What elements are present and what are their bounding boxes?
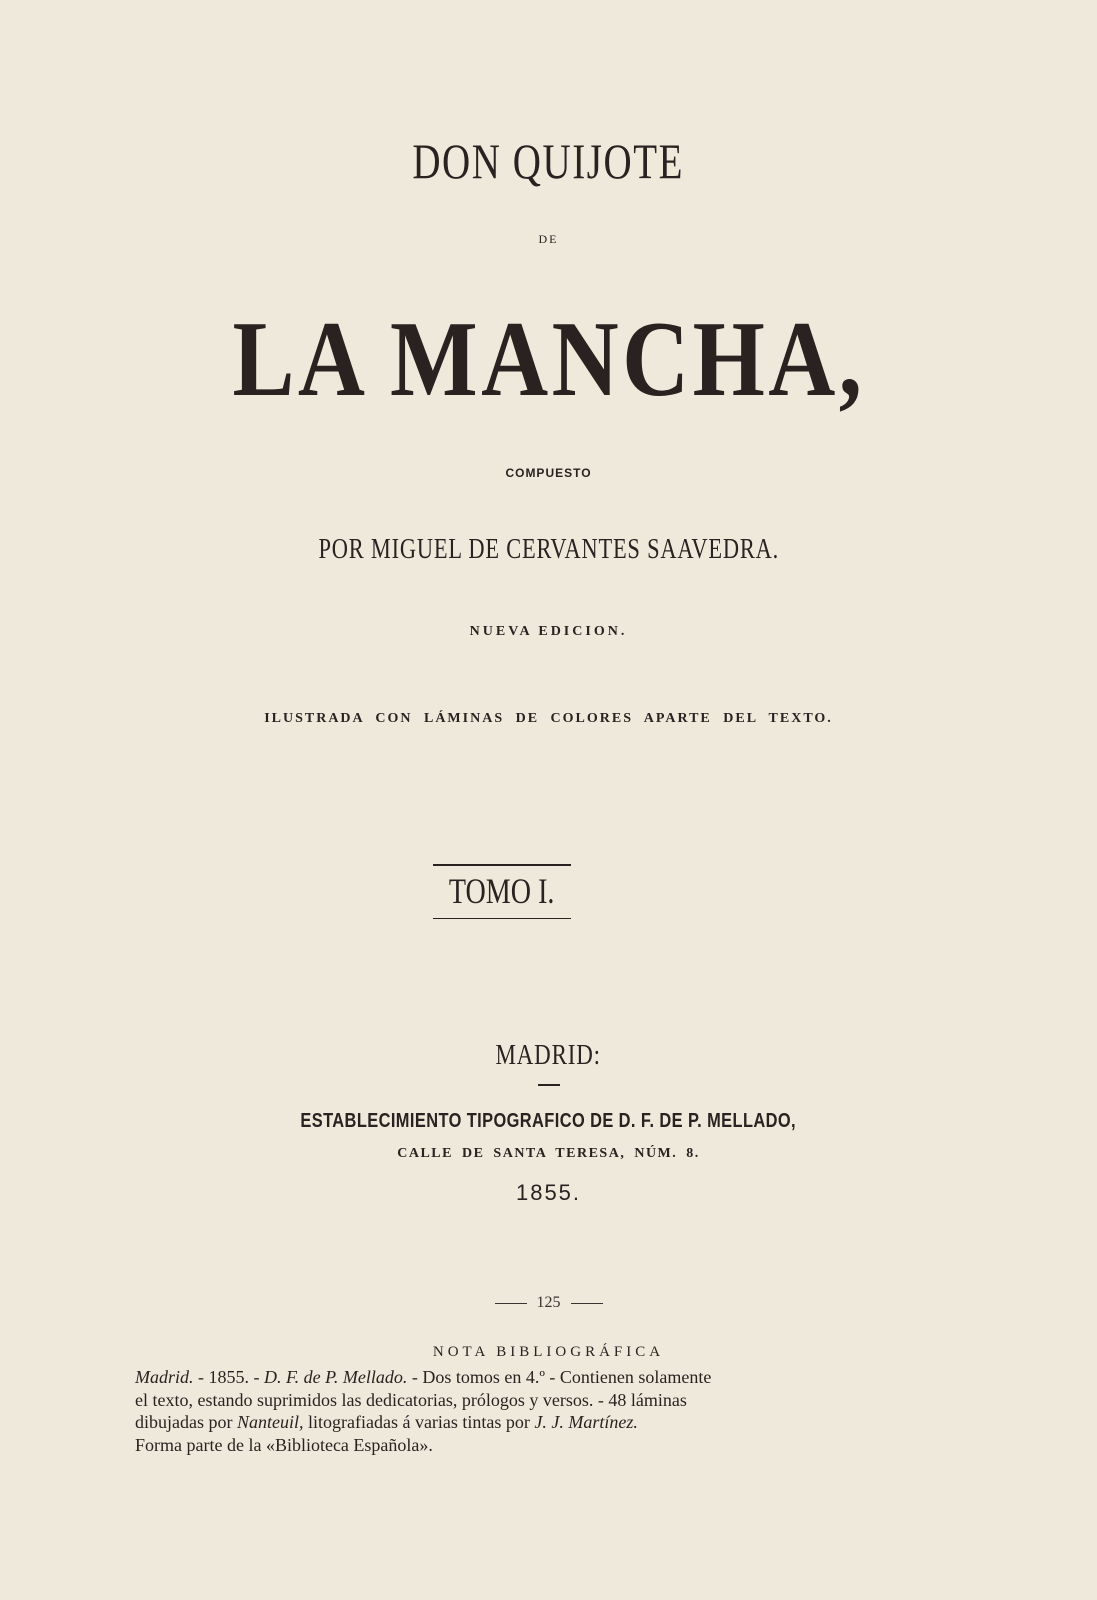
author-line: [0, 534, 1097, 566]
note-line-1: [135, 1366, 975, 1389]
title-line1-text: DON QUIJOTE: [412, 133, 685, 189]
title-de: DE: [538, 232, 559, 246]
note-place: Madrid.: [135, 1367, 194, 1387]
author-text: POR MIGUEL DE CERVANTES SAAVEDRA.: [318, 534, 779, 565]
note-line-3: [135, 1411, 975, 1434]
note-lithographer: J. J. Martínez.: [534, 1412, 638, 1432]
note-line-3-a: dibujadas por: [135, 1412, 237, 1432]
page-number-text: 125: [536, 1294, 561, 1311]
edition-label: NUEVA EDICION.: [469, 624, 628, 639]
imprint-street: CALLE DE SANTA TERESA, NÚM. 8.: [397, 1146, 700, 1161]
note-line-4: Forma parte de la «Biblioteca Española».: [135, 1434, 433, 1455]
volume-text: TOMO I.: [449, 871, 555, 911]
page-number: [0, 1294, 1097, 1312]
volume-label: [433, 870, 571, 912]
compuesto-label: COMPUESTO: [505, 466, 592, 480]
title-la-mancha: [0, 298, 1097, 422]
note-line-1-rest: - Dos tomos en 4.º - Contienen solamente: [407, 1367, 712, 1387]
volume-rule-bottom: [433, 918, 571, 919]
illustration-note: ILUSTRADA CON LÁMINAS DE COLORES APARTE DEL TEXTO.: [264, 711, 833, 726]
volume-rule-top: [433, 864, 571, 866]
bibliographic-note: [135, 1366, 975, 1456]
title-line2-text: LA MANCHA,: [232, 300, 865, 419]
note-heading: NOTA BIBLIOGRÁFICA: [432, 1344, 665, 1360]
note-publisher: D. F. de P. Mellado.: [264, 1367, 408, 1387]
imprint-printer-text: ESTABLECIMIENTO TIPOGRAFICO DE D. F. DE P. MELLADO,: [300, 1110, 797, 1132]
note-line-3-b: litografiadas á varias tintas por: [303, 1412, 535, 1432]
note-line-2: el texto, estando suprimidos las dedicatorias, prólogos y versos. - 48 láminas: [135, 1389, 687, 1410]
imprint-printer: [0, 1110, 1097, 1133]
imprint-year: 1855.: [515, 1180, 582, 1205]
title-don-quijote: [0, 132, 1097, 190]
page-number-dash-left: [495, 1303, 527, 1304]
note-year: - 1855. -: [193, 1367, 264, 1387]
note-artist: Nanteuil,: [236, 1412, 304, 1432]
volume-box: [433, 864, 571, 922]
imprint-city-text: MADRID:: [495, 1040, 602, 1071]
imprint-city: [0, 1040, 1097, 1072]
imprint-divider: [538, 1084, 560, 1086]
page-number-dash-right: [571, 1303, 603, 1304]
